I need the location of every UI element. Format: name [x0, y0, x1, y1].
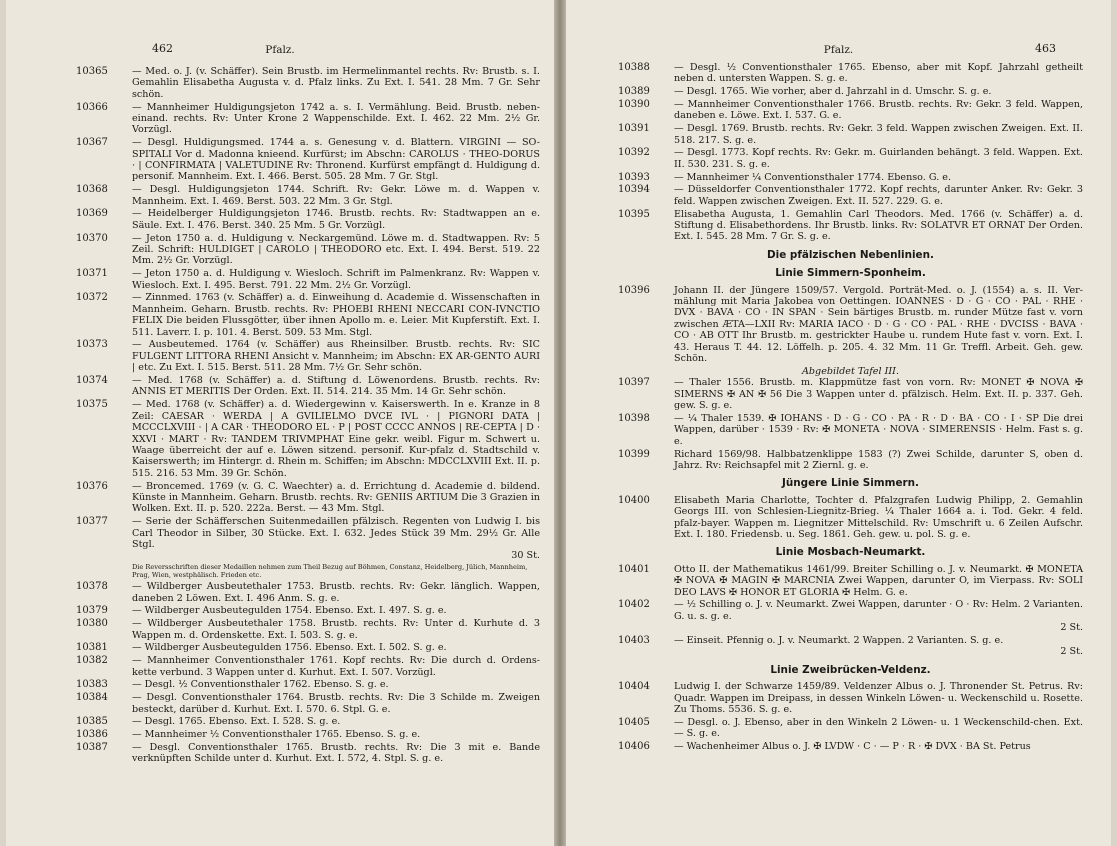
entry-text: — ¼ Thaler 1539. ✠ IOHANS · D · G · CO · PA · R · D · BA · CO · I · SP Die drei Wappen, darüber · 1539 · Rv: ✠ MONETA · NOVA · SIMERENSIS · Helm. Fast s. g. e.: [674, 412, 1083, 447]
entry-number: 10388: [618, 62, 650, 73]
entry-text: — Zinnmed. 1763 (v. Schäffer) a. d. Einweihung d. Academie d. Wissenschaften in Mannheim. Geharn. Brustb. rechts. Rv: PHOEBI RHENI NECCARI CON-IVNCTIO FELIX Die beiden Flussgötter, über ihnen Apollo m. e. Leier. Mit Kupferstift. Ext. I. 511. Laverr. I. p. 101. 4. Berst. 509. 53 Mm. Stgl.: [132, 292, 540, 338]
catalog-entry: [76, 233, 540, 267]
entry-number: 10371: [76, 268, 108, 280]
catalog-entry: [618, 172, 1083, 183]
plate-reference: Abgebildet Tafel III.: [801, 365, 900, 377]
entry-number: 10366: [76, 101, 108, 113]
entry-text: — Desgl. 1765. Ebenso. Ext. I. 528. S. g. e.: [132, 716, 341, 728]
entry-text: — Desgl. 1765. Wie vorher, aber d. Jahrzahl in d. Umschr. S. g. e.: [674, 86, 992, 98]
section-heading: Linie Zweibrücken-Veldenz.: [770, 663, 931, 676]
entry-number: 10401: [618, 563, 650, 575]
left-page: [6, 0, 554, 846]
entry-text: Ludwig I. der Schwarze 1459/89. Veldenzer Albus o. J. Thronender St. Petrus. Rv: Quadr. Wappen im Dreipass, in dessen Winkeln Löwen- u. Weckenschild u. Rosette. Zu Thoms. 5536. S. g. e.: [674, 681, 1083, 715]
entry-text: — Wildberger Ausbeutegulden 1754. Ebenso. Ext. I. 497. S. g. e.: [132, 605, 447, 617]
catalog-entry: [76, 375, 540, 398]
entry-number: 10376: [76, 480, 108, 492]
entry-text: — Wildberger Ausbeutethaler 1753. Brustb. rechts. Rv: Gekr. länglich. Wappen, daneben 2 Löwen. Ext. I. 496 Anm. S. g. e.: [132, 581, 540, 604]
entry-number: 10395: [618, 208, 650, 220]
entry-number: 10373: [76, 339, 108, 351]
entry-number: 10367: [76, 137, 108, 149]
entry-number: 10386: [76, 729, 108, 741]
catalog-entry: [76, 268, 540, 291]
entry-text: Elisabetha Augusta, 1. Gemahlin Carl Theodors. Med. 1766 (v. Schäffer) a. d. Stiftung d. Elisabethordens. Ihr Brustb. links. Rv: SOLATVR ET ORNAT Der Orden. Ext. I. 545. 28 Mm. 7 Gr. S. g. e.: [674, 208, 1083, 243]
entry-number: 10384: [76, 692, 108, 704]
entry-number: 10374: [76, 375, 108, 387]
entry-quantity: 30 St.: [511, 550, 540, 562]
left-page-number: 462: [152, 42, 173, 55]
catalog-entry: [618, 681, 1083, 715]
catalog-entry: [76, 399, 540, 479]
entry-text: Johann II. der Jüngere 1509/57. Vergold. Porträt-Med. o. J. (1554) a. s. II. Ver-mählung mit Maria Jakobea von Oettingen. IOANNES · D · G · CO · PAL · RHE · DVX · BAVA · CO · IN SPAN · Sein bärtiges Brustb. m. runder Mütze fast v. vorn zwischen ÆTA—LXII Rv: MARIA IACO · D · G · CO · PAL · RHE · DVCISS · BAVA · CO · AB OTT Ihr Brustb. m. gestrickter Haube u. rundem Hute fast v. vorn. Ext. I. 43. Heraus T. 44. 12. Löffelh. p. 205. 4. 32 Mm. 11 Gr. Treffl. Arbeit. Geh. gew. Schön.: [674, 284, 1083, 365]
entry-number: 10391: [618, 123, 650, 135]
entry-number: 10383: [76, 679, 108, 691]
entry-number: 10372: [76, 292, 108, 304]
entry-text: — Mannheimer ½ Conventionsthaler 1765. Ebenso. S. g. e.: [132, 729, 421, 741]
entry-number: 10393: [618, 171, 650, 183]
entry-number: 10396: [618, 284, 650, 296]
catalog-entry: [76, 137, 540, 183]
catalog-entry: [76, 66, 540, 100]
catalog-entry: [76, 516, 540, 562]
left-page-body: [76, 66, 540, 766]
footnote: Die Reversschriften dieser Medaillen nehmen zum Theil Bezug auf Böhmen, Constanz, Heidelberg, Jülich, Mannheim, Prag, Wien, westphälisch. Frieden etc.: [132, 563, 528, 580]
catalog-entry: [618, 599, 1083, 633]
entry-number: 10397: [618, 377, 650, 389]
catalog-entry: [76, 642, 540, 653]
entry-text: — Wachenheimer Albus o. J. ✠ LVDW · C · — P · R · ✠ DVX · BA St. Petrus: [674, 741, 1031, 752]
catalog-entry: [76, 655, 540, 678]
catalog-entry: [76, 481, 540, 515]
catalog-entry: [76, 184, 540, 207]
catalog-entry: [618, 86, 1083, 97]
catalog-entry: [618, 285, 1083, 365]
entry-quantity: 2 St.: [1060, 622, 1083, 634]
entry-number: 10375: [76, 399, 108, 411]
entry-text: Otto II. der Mathematikus 1461/99. Breiter Schilling o. J. v. Neumarkt. ✠ MONETA ✠ NOVA ✠ MAGIN ✠ MARCNIA Zwei Wappen, darunter O, im Vierpass. Rv: SOLI DEO LAVS ✠ HONOR ET GLORIA ✠ Helm. G. e.: [674, 563, 1083, 598]
entry-text: — Jeton 1750 a. d. Huldigung v. Neckargemünd. Löwe m. d. Stadtwappen. Rv: 5 Zeil. Schrift: HULDIGET | CAROLO | THEODORO etc. Ext. I. 494. Berst. 519. 22 Mm. 2½ Gr. Vorzügl.: [132, 232, 540, 267]
entry-text: — Serie der Schäfferschen Suitenmedaillen pfälzisch. Regenten von Ludwig I. bis Carl Theodor in Silber, 30 Stücke. Ext. I. 632. Jedes Stück 39 Mm. 29½ Gr. Alle Stgl.: [132, 516, 540, 550]
entry-number: 10405: [618, 716, 650, 728]
entry-text: — Broncemed. 1769 (v. G. C. Waechter) a. d. Errichtung d. Academie d. bildend. Künste in Mannheim. Geharn. Brustb. rechts. Rv: GENIIS ARTIUM Die 3 Grazien in Wolken. Ext. II. p. 520. 222a. Berst. — 43 Mm. Stgl.: [132, 480, 540, 515]
catalog-entry: [618, 184, 1083, 207]
entry-number: 10389: [618, 86, 650, 98]
entry-text: — Desgl. Huldigungsjeton 1744. Schrift. Rv: Gekr. Löwe m. d. Wappen v. Mannheim. Ext. I. 469. Berst. 503. 22 Mm. 3 Gr. Stgl.: [132, 184, 540, 207]
catalog-entry: [76, 679, 540, 690]
entry-text: — Desgl. o. J. Ebenso, aber in den Winkeln 2 Löwen- u. 1 Weckenschild-chen. Ext. — S. g. e.: [674, 716, 1083, 740]
entry-number: 10394: [618, 184, 650, 196]
right-page-body: [618, 62, 1083, 754]
catalog-entry: [76, 716, 540, 727]
entry-number: 10387: [76, 741, 108, 753]
entry-number: 10381: [76, 642, 108, 654]
entry-number: 10369: [76, 208, 108, 220]
entry-number: 10406: [618, 741, 650, 752]
entry-text: — ½ Schilling o. J. v. Neumarkt. Zwei Wappen, darunter · O · Rv: Helm. 2 Varianten. G. u. s. g. e.: [674, 599, 1083, 622]
catalog-entry: [76, 742, 540, 765]
catalog-entry: [76, 208, 540, 231]
catalog-entry: [618, 741, 1083, 752]
catalog-entry: [76, 618, 540, 641]
entry-number: 10402: [618, 599, 650, 611]
catalog-entry: [618, 717, 1083, 740]
entry-number: 10404: [618, 681, 650, 693]
section-heading: Jüngere Linie Simmern.: [782, 477, 919, 490]
entry-number: 10403: [618, 634, 650, 646]
entry-text: Richard 1569/98. Halbbatzenklippe 1583 (?) Zwei Schilde, darunter S, oben d. Jahrz. Rv: Reichsapfel mit 2 Ziernl. g. e.: [674, 448, 1083, 471]
catalog-entry: [618, 413, 1083, 447]
entry-text: — Jeton 1750 a. d. Huldigung v. Wiesloch. Schrift im Palmenkranz. Rv: Wappen v. Wiesloch. Ext. I. 495. Berst. 791. 22 Mm. 2½ Gr. Vorzügl.: [132, 268, 540, 291]
entry-number: 10378: [76, 581, 108, 593]
entry-text: — Desgl. Huldigungsmed. 1744 a. s. Genesung v. d. Blattern. VIRGINI — SO-SPITALI Vor d. Madonna knieend. Kurfürst; im Abschn: CAROLUS · THEO-DORUS · | CONFIRMATA | VALETUDINE Rv: Thronend. Kurfürst empfängt d. Huldigung d. personif. Mannheim. Ext. I. 466. Berst. 505. 28 Mm. 7 Gr. Stgl.: [132, 137, 540, 183]
entry-text: — Ausbeutemed. 1764 (v. Schäffer) aus Rheinsilber. Brustb. rechts. Rv: SIC FULGENT LITTORA RHENI Ansicht v. Mannheim; im Abschn: EX AR-GENTO AURI | etc. Zu Ext. I. 515. Berst. 511. 28 Mm. 7½ Gr. Sehr schön.: [132, 339, 540, 374]
entry-number: 10385: [76, 716, 108, 728]
catalog-entry: [618, 564, 1083, 598]
section-heading: Linie Mosbach-Neumarkt.: [775, 546, 926, 559]
catalog-entry: [618, 62, 1083, 85]
catalog-entry: [618, 99, 1083, 122]
entry-text: — Wildberger Ausbeutegulden 1756. Ebenso. Ext. I. 502. S. g. e.: [132, 642, 447, 654]
catalog-entry: [618, 635, 1083, 658]
entry-number: 10382: [76, 655, 108, 667]
entry-text: — Med. 1768 (v. Schäffer) a. d. Wiedergewinn v. Kaiserswerth. In e. Kranze in 8 Zeil: CAESAR · WERDA | A GVILIELMO DVCE IVL · | PIGNORI DATA | MCCCLXVIII · | A CAR · THEODORO EL · P | POST CCCC ANNOS | RE-CEPTA | D · XXVI · MART · Rv: TANDEM TRIVMPHAT Eine gekr. weibl. Figur m. Schwert u. Waage überreicht der auf e. Löwen sitzend. personif. Kur-pfalz d. Stadtschild v. Kaiserswerth; im Hintergr. d. Rhein m. Schiffen; im Abschn: MDCCLXVIII Ext. II. p. 515. 216. 53 Mm. 39 Gr. Schön.: [132, 399, 540, 479]
entry-text: — Mannheimer Huldigungsjeton 1742 a. s. I. Vermählung. Beid. Brustb. neben-einand. rechts. Rv: Unter Krone 2 Wappenschilde. Ext. I. 462. 22 Mm. 2½ Gr. Vorzügl.: [132, 101, 540, 136]
catalog-entry: [618, 495, 1083, 541]
catalog-entry: [76, 729, 540, 740]
entry-text: — Desgl. ½ Conventionsthaler 1765. Ebenso, aber mit Kopf. Jahrzahl getheilt neben d. untersten Wappen. S. g. e.: [674, 62, 1083, 85]
catalog-entry: [76, 292, 540, 338]
entry-number: 10377: [76, 516, 108, 528]
catalog-entry: [618, 123, 1083, 146]
entry-number: 10400: [618, 494, 650, 506]
entry-text: — Desgl. ½ Conventionsthaler 1762. Ebenso. S. g. e.: [132, 679, 389, 691]
entry-number: 10390: [618, 99, 650, 110]
catalog-entry: [76, 581, 540, 604]
right-running-title: Pfalz.: [823, 44, 854, 56]
catalog-entry: [618, 377, 1083, 411]
entry-text: — Einseit. Pfennig o. J. v. Neumarkt. 2 Wappen. 2 Varianten. S. g. e.: [674, 634, 1004, 646]
catalog-entry: [76, 692, 540, 715]
entry-text: — Düsseldorfer Conventionsthaler 1772. Kopf rechts, darunter Anker. Rv: Gekr. 3 feld. Wappen zwischen Zweigen. Ext. II. 527. 229. G. e.: [674, 184, 1083, 207]
left-running-title: Pfalz.: [265, 44, 295, 56]
entry-number: 10368: [76, 184, 108, 196]
entry-number: 10380: [76, 618, 108, 630]
entry-number: 10365: [76, 66, 108, 77]
entry-text: — Thaler 1556. Brustb. m. Klappmütze fast von vorn. Rv: MONET ✠ NOVA ✠ SIMERNS ✠ AN ✠ 56 Die 3 Wappen unter d. pfälzisch. Helm. Ext. II. p. 337. Geh. gew. S. g. e.: [674, 377, 1083, 412]
entry-number: 10392: [618, 147, 650, 159]
catalog-entry: [76, 102, 540, 136]
entry-number: 10399: [618, 448, 650, 460]
right-page: [566, 0, 1111, 846]
entry-number: 10370: [76, 232, 108, 244]
entry-text: — Desgl. 1773. Kopf rechts. Rv: Gekr. m. Guirlanden behängt. 3 feld. Wappen. Ext. II. 530. 231. S. g. e.: [674, 147, 1083, 170]
section-heading: Linie Simmern-Sponheim.: [775, 267, 926, 280]
entry-text: — Wildberger Ausbeutethaler 1758. Brustb. rechts. Rv: Unter d. Kurhute d. 3 Wappen m. d. Ordenskette. Ext. I. 503. S. g. e.: [132, 618, 540, 641]
entry-text: — Med. o. J. (v. Schäffer). Sein Brustb. im Hermelinmantel rechts. Rv: Brustb. s. I. Gemahlin Elisabetha Augusta v. d. Pfalz links. Zu Ext. I. 541. 28 Mm. 7 Gr. Sehr schön.: [132, 66, 540, 100]
right-page-number: 463: [1035, 42, 1056, 55]
catalog-entry: [618, 147, 1083, 170]
entry-text: — Med. 1768 (v. Schäffer) a. d. Stiftung d. Löwenordens. Brustb. rechts. Rv: ANNIS ET MERITIS Der Orden. Ext. II. 514. 214. 35 Mm. 14 Gr. Sehr schön.: [132, 375, 540, 398]
entry-text: — Mannheimer ¼ Conventionsthaler 1774. Ebenso. G. e.: [674, 171, 952, 183]
catalog-entry: [76, 605, 540, 616]
entry-text: Elisabeth Maria Charlotte, Tochter d. Pfalzgrafen Ludwig Philipp, 2. Gemahlin Georgs III. von Schlesien-Liegnitz-Brieg. ¼ Thaler 1664 a. i. Tod. Gekr. 4 feld. pfalz-bayer. Wappen m. Liegnitzer Mittelschild. Rv: Umschrift u. 6 Zeilen Aufschr. Ext. I. 180. Friedensb. u. Seg. 1861. Geh. gew. u. pol. S. g. e.: [674, 494, 1083, 540]
entry-number: 10398: [618, 412, 650, 424]
entry-text: — Desgl. Conventionsthaler 1764. Brustb. rechts. Rv: Die 3 Schilde m. Zweigen besteckt, darüber d. Kurhut. Ext. I. 570. 6. Stpl. G. e.: [132, 692, 540, 715]
section-heading: Die pfälzischen Nebenlinien.: [767, 248, 934, 261]
entry-text: — Mannheimer Conventionsthaler 1766. Brustb. rechts. Rv: Gekr. 3 feld. Wappen, daneben e. Löwe. Ext. I. 537. G. e.: [674, 99, 1083, 122]
entry-text: — Desgl. Conventionsthaler 1765. Brustb. rechts. Rv: Die 3 mit e. Bande verknüpften Schilde unter d. Kurhut. Ext. I. 572, 4. Stpl. S. g. e.: [132, 741, 540, 765]
book-gutter: [554, 0, 566, 846]
entry-text: — Mannheimer Conventionsthaler 1761. Kopf rechts. Rv: Die durch d. Ordens-kette verbund. 3 Wappen unter d. Kurhut. Ext. I. 507. Vorzügl.: [132, 655, 540, 678]
entry-text: — Desgl. 1769. Brustb. rechts. Rv: Gekr. 3 feld. Wappen zwischen Zweigen. Ext. II. 518. 217. S. g. e.: [674, 123, 1083, 146]
entry-number: 10379: [76, 605, 108, 617]
entry-text: — Heidelberger Huldigungsjeton 1746. Brustb. rechts. Rv: Stadtwappen an e. Säule. Ext. I. 476. Berst. 340. 25 Mm. 5 Gr. Vorzügl.: [132, 208, 540, 231]
catalog-entry: [76, 339, 540, 373]
catalog-entry: [618, 449, 1083, 472]
entry-quantity: 2 St.: [1060, 646, 1083, 658]
catalog-entry: [618, 209, 1083, 243]
